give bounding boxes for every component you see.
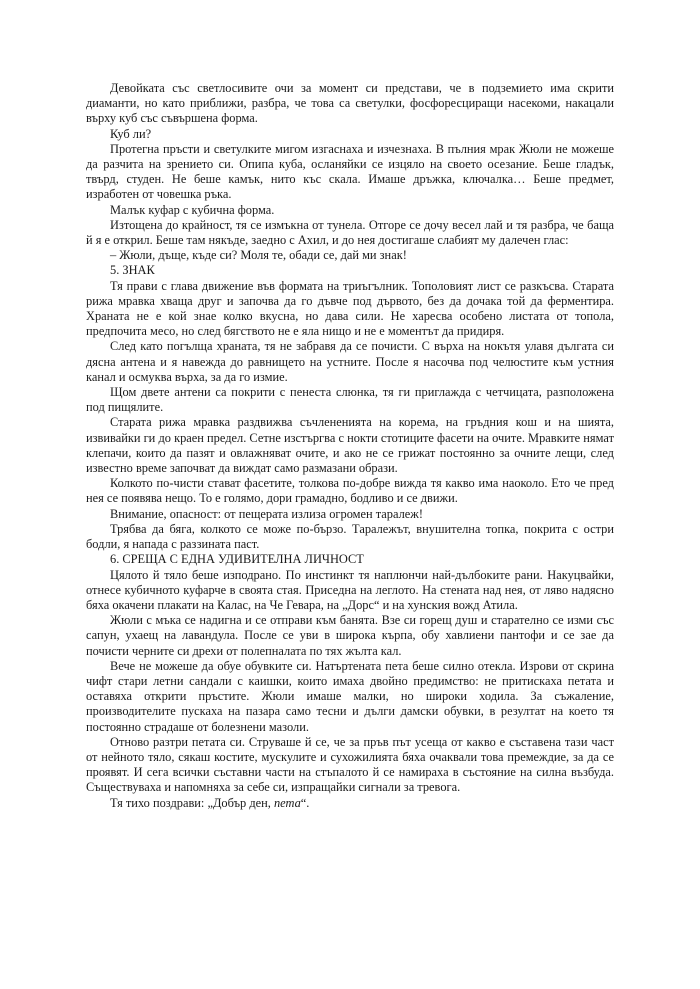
document-body [86,81,614,811]
paragraph: Жюли с мъка се надигна и се отправи към банята. Взе си горещ душ и старателно се изми със сапун, ухаещ на лавандула. После се уви в широка кърпа, обу хавлиени пантофи и се зае да почисти черните си дрехи от полепналата по тях жълта кал. [86,613,614,658]
paragraph: Вече не можеше да обуе обувките си. Натъртената пета беше силно отекла. Изрови от скрина чифт стари летни сандали с каишки, които имаха двойно предимство: не притискаха петата и оставяха открити пръстите. Жюли имаше малки, но широки ходила. За съжаление, производителите пускаха на пазара само тесни и дълги дамски обувки, в резултат на което тя постоянно страдаше от болезнени мазоли. [86,658,614,734]
final-paragraph [86,796,614,811]
section-heading: 6. СРЕЩА С ЕДНА УДИВИТЕЛНА ЛИЧНОСТ [110,552,364,567]
final-text-end: “. [300,795,310,810]
paragraph: Протегна пръсти и светулките мигом изгаснаха и изчезнаха. В пълния мрак Жюли не можеше да разчита на зрението си. Опипа куба, осланяйки се изцяло на своето осезание. Беше гладък, твърд, студен. Не беше камък, нито къс скала. Имаше дръжка, ключалка… Беше предмет, изработен от човешка ръка. [86,141,614,202]
paragraph: Щом двете антени са покрити с пенеста слюнка, тя ги приглажда с четчицата, разположена под пищялите. [86,385,614,415]
paragraph: Внимание, опасност: от пещерата излиза огромен таралеж! [110,506,423,521]
emphasis-word: пета [273,795,301,810]
paragraph: – Жюли, дъще, къде си? Моля те, обади се, дай ми знак! [110,248,407,263]
paragraph: Цялото й тяло беше изподрано. По инстинкт тя наплюнчи най-дълбоките рани. Накуцвайки, отнесе кубичното куфарче в своята стая. Приседна на леглото. На стената над нея, от ляво надясно бяха окачени плакати на Калас, на Че Гевара, на „Дорс“ и на хунския вожд Атила. [86,567,614,612]
final-text: Тя тихо поздрави: „Добър ден, [110,795,274,810]
paragraph: След като погълща храната, тя не забравя да се почисти. С върха на нокътя улавя дългата си дясна антена и я навежда до равнището на устните. После я насочва под челюстите към устния канал и осмуква върха, за да го измие. [86,339,614,384]
paragraph: Колкото по-чисти стават фасетите, толкова по-добре вижда тя какво има наоколо. Ето че пред нея се появява нещо. То е голямо, дори грамадно, бодливо и се движи. [86,476,614,506]
paragraph: Отново разтри петата си. Струваше й се, че за пръв път усеща от какво е съставена тази част от нейното тяло, сякаш костите, мускулите и сухожилията бяха очаквали това премеждие, за да се проявят. И сега всички съставни части на стъпалото й се намираха в състояние на силна възбуда. Съществуваха и напомняха за себе си, изпращайки сигнали за тревога. [86,734,614,795]
paragraph: Девойката със светлосивите очи за момент си представи, че в подземието има скрити диаманти, но като приближи, разбра, че това са светулки, фосфоресциращи насекоми, накацали върху куб със съвършена форма. [86,81,614,126]
paragraph: Малък куфар с кубична форма. [110,202,275,217]
paragraph: Изтощена до крайност, тя се измъкна от тунела. Отгоре се дочу весел лай и тя разбра, че баща й я е открил. Беше там някъде, заедно с Ахил, и до нея достигаше слабият му далечен глас: [86,217,614,248]
paragraph: Старата рижа мравка раздвижва съчлененията на корема, на гръдния кош и на шията, извивайки ги до краен предел. Сетне изстъргва с нокти стотиците фасети на очите. Мравките нямат клепачи, които да пазят и овлажняват очите, и ако не се грижат постоянно за очните лещи, след известно време започват да виждат само размазани образи. [86,415,614,476]
section-heading: 5. ЗНАК [110,263,155,278]
paragraph: Трябва да бяга, колкото се може по-бързо. Таралежът, внушителна топка, покрита с остри бодли, я напада с раззината паст. [86,521,614,552]
paragraph: Куб ли? [110,126,152,141]
paragraph: Тя прави с глава движение във формата на триъгълник. Тополовият лист се разкъсва. Старата рижа мравка хваща друг и започва да го дъвче под дървото, без да дочака той да ферментира. Храната не е кой знае колко вкусна, но дава сили. Не харесва особено листата от топола, предпочита месо, но след бягството не е яла нищо и не е моментът да придиря. [86,278,614,339]
